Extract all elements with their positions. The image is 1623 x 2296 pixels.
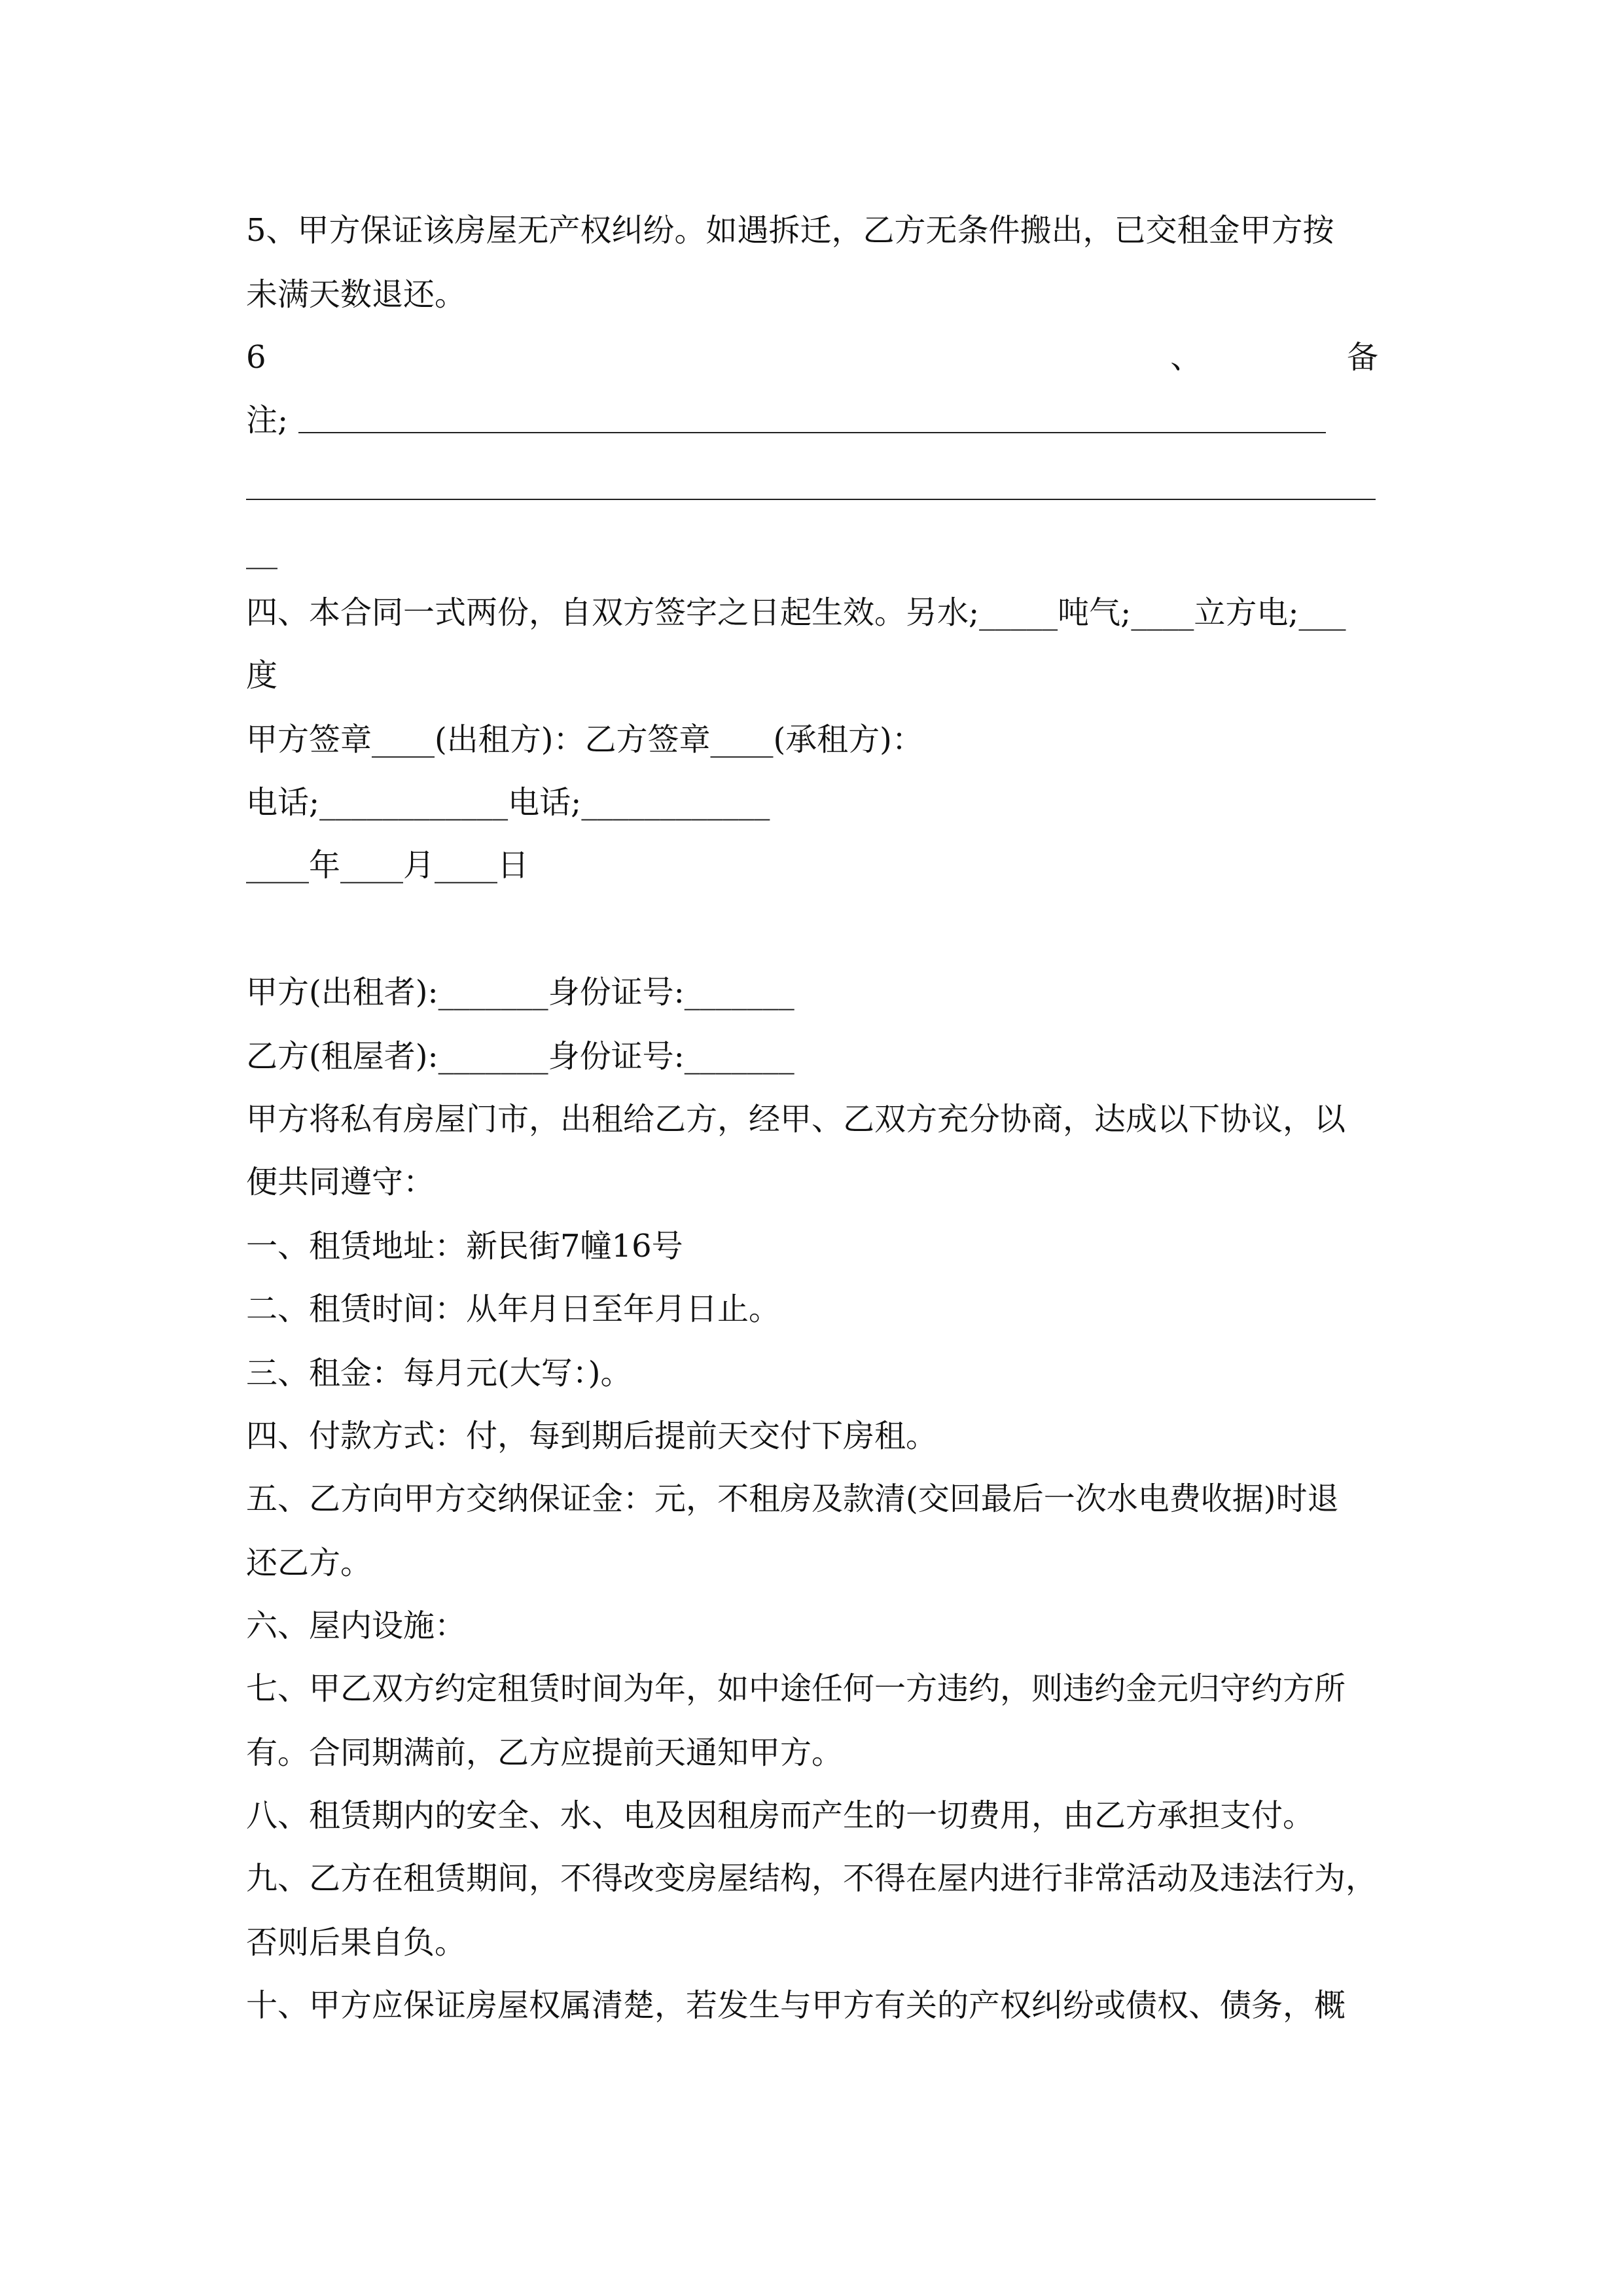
- remarks-underline-2: [246, 499, 1376, 500]
- intro-line-1: 甲方将私有房屋门市，出租给乙方，经甲、乙双方充分协商，达成以下协议，以: [246, 1101, 1346, 1138]
- article-3: 三、租金：每月元(大写：)。: [246, 1355, 632, 1391]
- article-9-line-2: 否则后果自负。: [246, 1924, 467, 1961]
- phone-line: 电话;____________电话;____________: [246, 784, 770, 821]
- intro-line-2: 便共同遵守：: [246, 1164, 435, 1200]
- item-6-separator: 、: [1170, 339, 1202, 376]
- remarks-label: 注;: [246, 402, 289, 439]
- article-8: 八、租赁期内的安全、水、电及因租房而产生的一切费用，由乙方承担支付。: [246, 1797, 1315, 1834]
- article-9-line-1: 九、乙方在租赁期间，不得改变房屋结构，不得在屋内进行非常活动及违法行为，: [246, 1860, 1378, 1897]
- signature-line: 甲方签章____(出租方)：乙方签章____(承租方)：: [246, 721, 923, 758]
- date-line: ____年____月____日: [246, 847, 529, 884]
- party-a-line: 甲方(出租者):_______身份证号:_______: [246, 974, 794, 1011]
- item-6-label: 备: [1346, 339, 1378, 376]
- item-6-number: 6: [246, 339, 266, 376]
- item-6-line: [246, 338, 1378, 377]
- article-5-line-2: 还乙方。: [246, 1545, 372, 1581]
- clause-5-line-1: 5、甲方保证该房屋无产权纠纷。如遇拆迁，乙方无条件搬出，已交租金甲方按: [246, 212, 1334, 249]
- article-7-line-1: 七、甲乙双方约定租赁时间为年，如中途任何一方违约，则违约金元归守约方所: [246, 1670, 1346, 1707]
- remarks-underline-3: __: [246, 533, 277, 569]
- article-2: 二、租赁时间：从年月日至年月日止。: [246, 1291, 781, 1327]
- article-1: 一、租赁地址：新民街7幢16号: [246, 1228, 683, 1265]
- party-b-line: 乙方(租屋者):_______身份证号:_______: [246, 1038, 794, 1075]
- article-5-line-1: 五、乙方向甲方交纳保证金：元，不租房及款清(交回最后一次水电费收据)时退: [246, 1480, 1339, 1517]
- article-4: 四、付款方式：付，每到期后提前天交付下房租。: [246, 1418, 938, 1454]
- clause-four-line-2: 度: [246, 657, 278, 694]
- remarks-underline-1: [298, 432, 1326, 433]
- article-10-line-1: 十、甲方应保证房屋权属清楚，若发生与甲方有关的产权纠纷或债权、债务，概: [246, 1987, 1346, 2024]
- article-6: 六、屋内设施：: [246, 1607, 467, 1644]
- clause-5-line-2: 未满天数退还。: [246, 276, 467, 313]
- clause-four-line-1: 四、本合同一式两份，自双方签字之日起生效。另水;_____吨气;____立方电;___: [246, 594, 1346, 631]
- article-7-line-2: 有。合同期满前，乙方应提前天通知甲方。: [246, 1734, 844, 1771]
